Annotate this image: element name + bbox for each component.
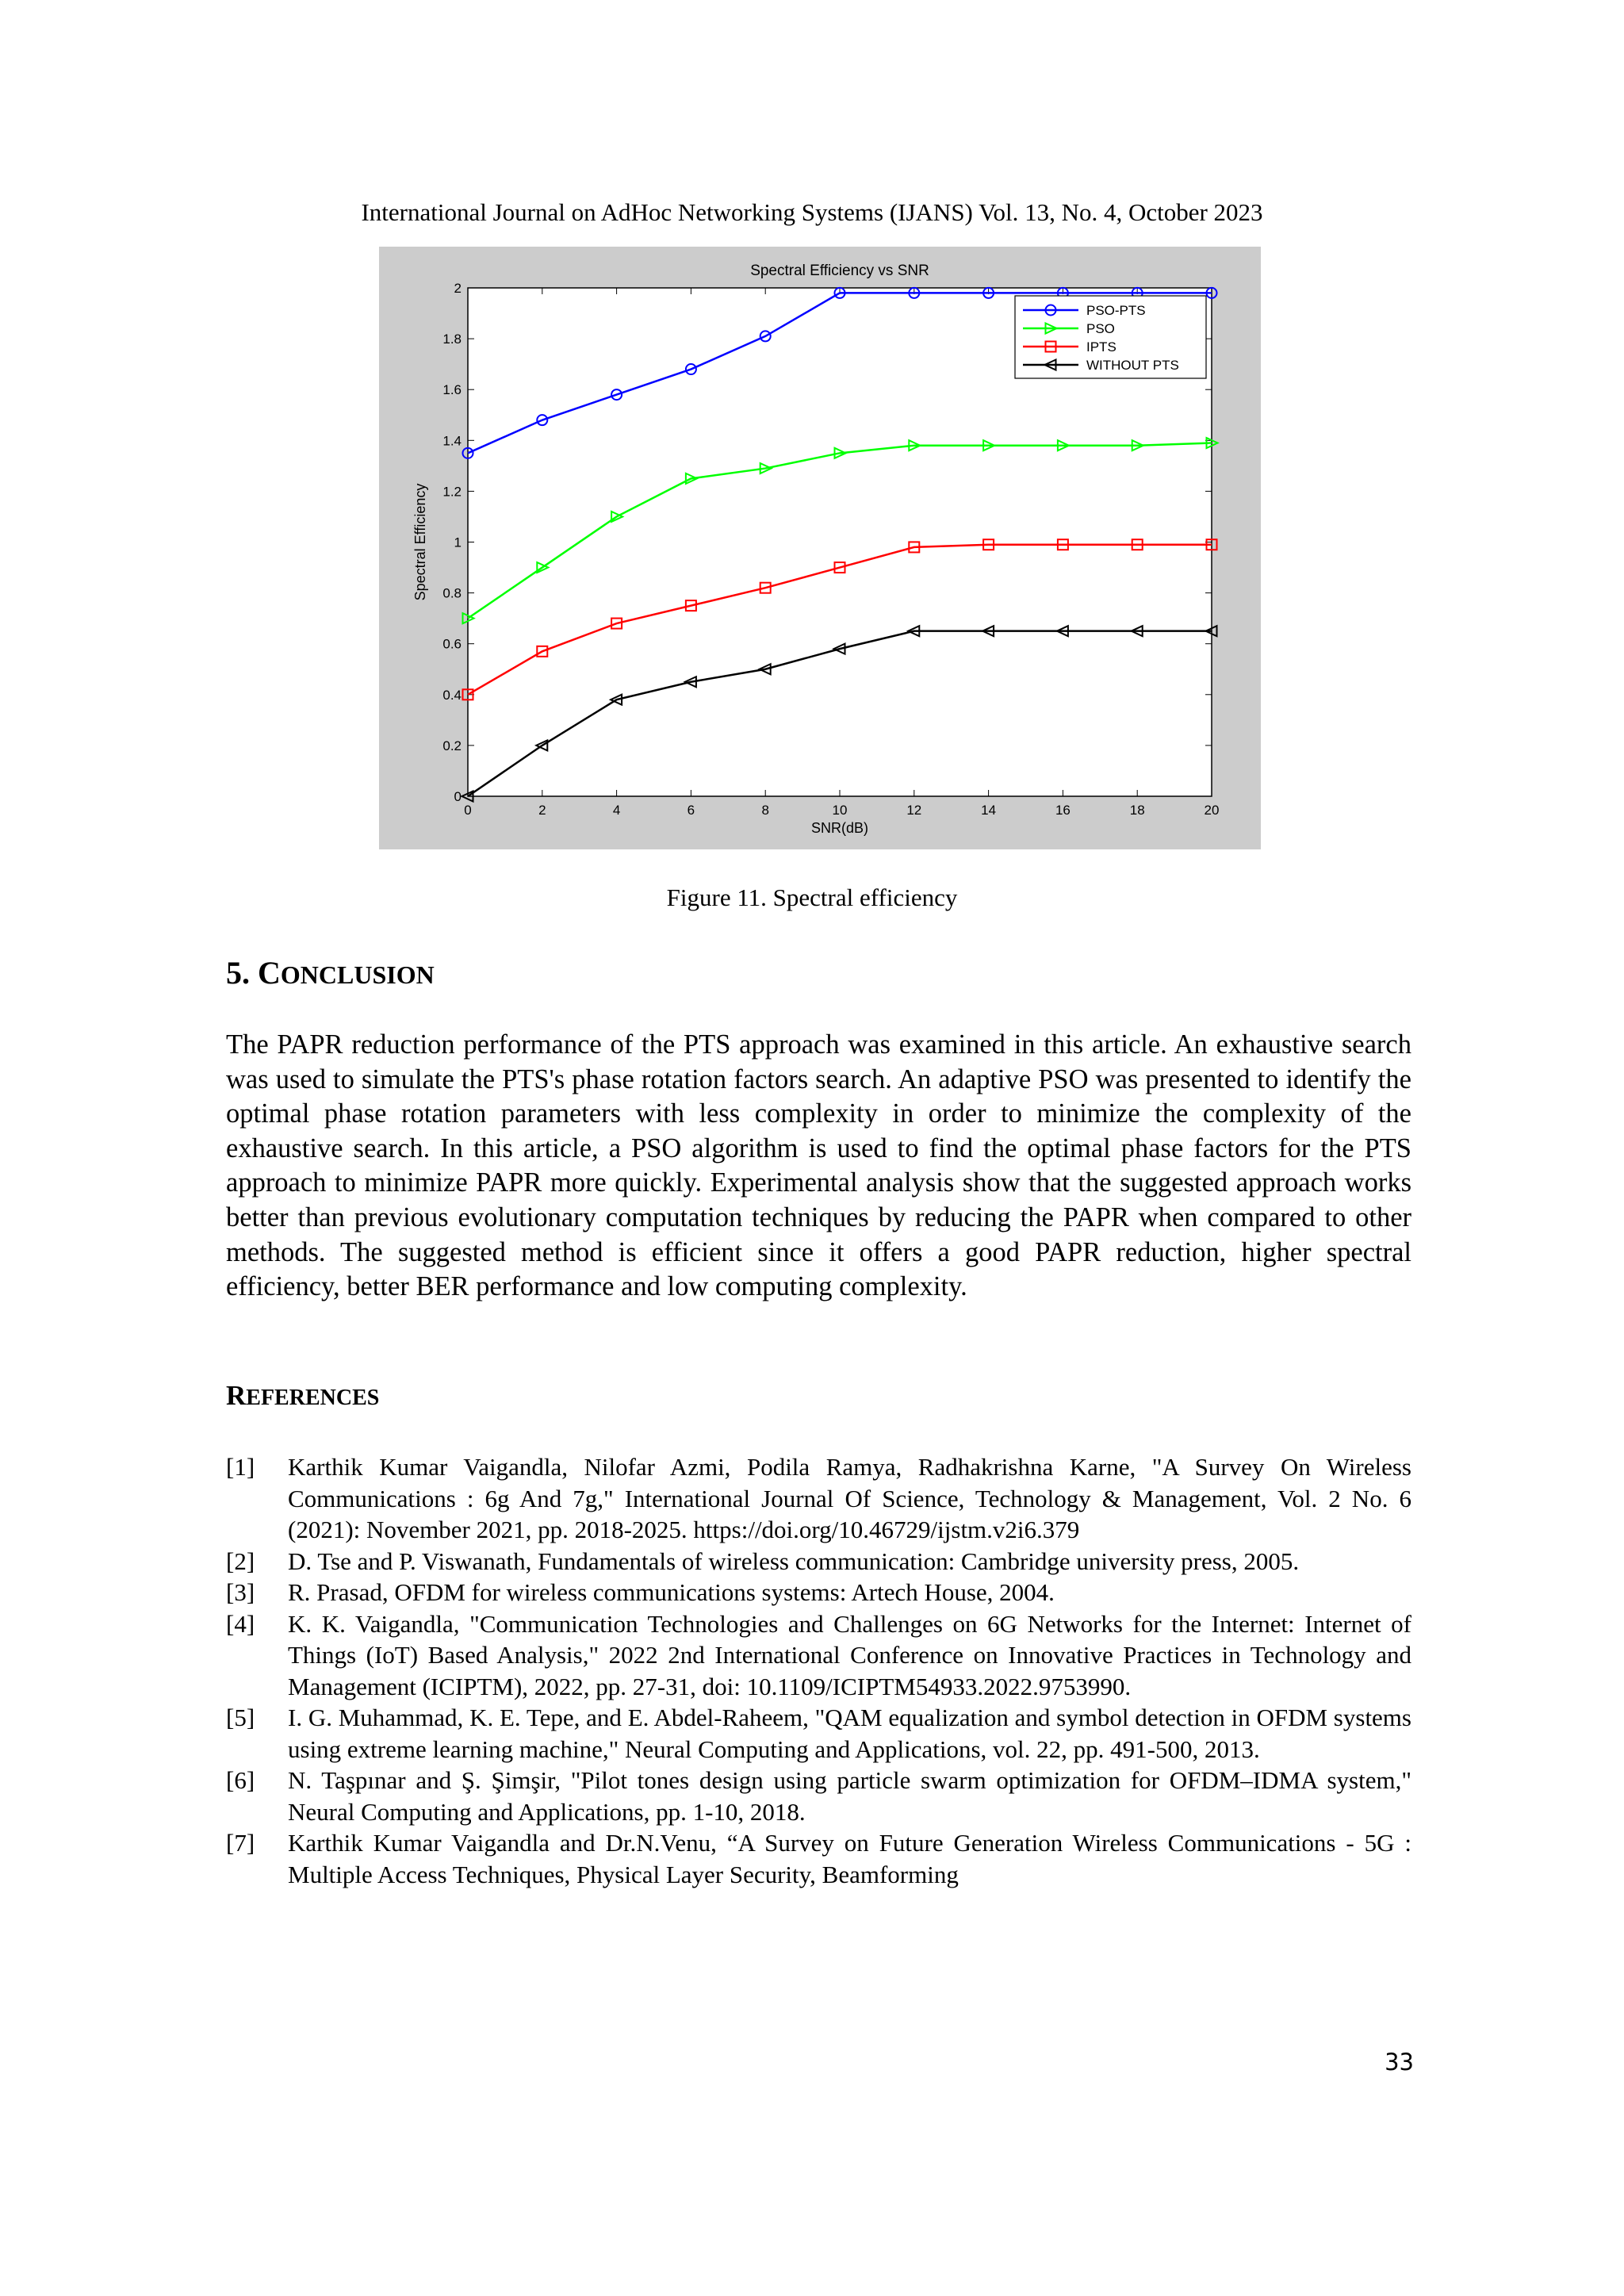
- reference-text: K. K. Vaigandla, "Communication Technologies and Challenges on 6G Networks for the Internet: Internet of Things (IoT) Based Analysis," 2022 2nd International Conference on Innovative Practices in Technology and Management (ICIPTM), 2022, pp. 27-31, doi: 10.1109/ICIPTM54933.2022.9753990.: [288, 1609, 1411, 1700]
- page-number: 33: [1385, 2049, 1414, 2076]
- x-tick-label: 20: [1204, 803, 1220, 818]
- y-axis-label: Spectral Efficiency: [412, 483, 428, 601]
- y-tick-label: 1: [454, 535, 462, 550]
- spectral-efficiency-chart: [379, 247, 1261, 849]
- x-tick-label: 18: [1129, 803, 1145, 818]
- reference-item: [226, 1608, 1411, 1703]
- reference-list: [226, 1451, 1411, 1890]
- reference-item: [226, 1765, 1411, 1827]
- x-tick-label: 14: [981, 803, 997, 818]
- y-tick-label: 0.8: [442, 585, 462, 601]
- reference-number: [4]: [226, 1609, 255, 1638]
- running-header: International Journal on AdHoc Networking Systems (IJANS) Vol. 13, No. 4, October 2023: [361, 198, 1263, 226]
- reference-item: [226, 1827, 1411, 1890]
- references-heading: [226, 1378, 379, 1416]
- legend-label-ipts: IPTS: [1086, 339, 1116, 355]
- y-tick-label: 0.4: [442, 687, 462, 703]
- reference-number: [6]: [226, 1766, 255, 1794]
- reference-number: [3]: [226, 1578, 255, 1606]
- conclusion-paragraph: The PAPR reduction performance of the PTS approach was examined in this article. An exhaustive search was used to simulate the PTS's phase rotation factors search. An adaptive PSO was presented to identify the optimal phase rotation parameters with less complexity in order to minimize the complexity of the exhaustive search. In this article, a PSO algorithm is used to find the optimal phase factors for the PTS approach to minimize PAPR more quickly. Experimental analysis show that the suggested approach works better than previous evolutionary computation techniques by reducing the PAPR when compared to other methods. The suggested method is efficient since it offers a good PAPR reduction, higher spectral efficiency, better BER performance and low computing complexity.: [226, 1029, 1411, 1302]
- reference-item: [226, 1702, 1411, 1765]
- x-tick-label: 0: [464, 803, 472, 818]
- references-heading-rest: EFERENCES: [246, 1386, 380, 1410]
- y-tick-label: 0: [454, 789, 462, 804]
- x-tick-label: 8: [761, 803, 769, 818]
- y-tick-label: 1.4: [442, 433, 462, 449]
- legend-label-without-pts: WITHOUT PTS: [1086, 358, 1179, 373]
- y-tick-label: 1.8: [442, 332, 462, 347]
- x-tick-label: 2: [538, 803, 546, 818]
- x-tick-label: 16: [1055, 803, 1071, 818]
- reference-text: D. Tse and P. Viswanath, Fundamentals of wireless communication: Cambridge university press, 2005.: [288, 1547, 1300, 1575]
- y-tick-label: 0.2: [442, 738, 462, 753]
- reference-number: [1]: [226, 1453, 255, 1481]
- reference-item: [226, 1577, 1411, 1608]
- references-heading-initial: R: [226, 1380, 247, 1411]
- reference-text: Karthik Kumar Vaigandla, Nilofar Azmi, Podila Ramya, Radhakrishna Karne, "A Survey On Wireless Communications : 6g And 7g," International Journal Of Science, Technology & Management, Vol. 2 No. 6 (2021): November 2021, pp. 2018-2025. https://doi.org/10.46729/ijstm.v2i6.379: [288, 1453, 1411, 1543]
- figure-caption: Figure 11. Spectral efficiency: [666, 884, 958, 911]
- section-number: 5.: [226, 955, 250, 991]
- x-tick-label: 4: [612, 803, 621, 818]
- reference-number: [2]: [226, 1547, 255, 1575]
- chart-title: Spectral Efficiency vs SNR: [750, 263, 929, 279]
- reference-number: [5]: [226, 1704, 255, 1731]
- reference-text: N. Taşpınar and Ş. Şimşir, "Pilot tones design using particle swarm optimization for OFDM–IDMA system," Neural Computing and Applications, pp. 1-10, 2018.: [288, 1766, 1411, 1826]
- reference-text: Karthik Kumar Vaigandla and Dr.N.Venu, “A Survey on Future Generation Wireless Communications - 5G : Multiple Access Techniques, Physical Layer Security, Beamforming: [288, 1829, 1411, 1888]
- x-tick-label: 12: [906, 803, 922, 818]
- reference-item: [226, 1546, 1411, 1577]
- legend-label-pso-pts: PSO-PTS: [1086, 303, 1146, 318]
- reference-number: [7]: [226, 1829, 255, 1857]
- legend-label-pso: PSO: [1086, 321, 1115, 336]
- reference-item: [226, 1451, 1411, 1546]
- x-tick-label: 6: [687, 803, 695, 818]
- y-tick-label: 1.2: [442, 484, 462, 500]
- section-title-rest: ONCLUSION: [280, 960, 435, 989]
- x-axis-label: SNR(dB): [810, 820, 869, 836]
- reference-text: R. Prasad, OFDM for wireless communications systems: Artech House, 2004.: [288, 1578, 1055, 1606]
- figure-11: [379, 247, 1261, 849]
- section-heading: [226, 953, 435, 995]
- y-tick-label: 1.6: [442, 382, 462, 398]
- reference-text: I. G. Muhammad, K. E. Tepe, and E. Abdel-Raheem, "QAM equalization and symbol detection in OFDM systems using extreme learning machine," Neural Computing and Applications, vol. 22, pp. 491-500, 2013.: [288, 1704, 1411, 1763]
- section-title-initial: C: [258, 955, 281, 991]
- y-tick-label: 2: [454, 281, 462, 296]
- x-tick-label: 10: [832, 803, 848, 818]
- y-tick-label: 0.6: [442, 636, 462, 652]
